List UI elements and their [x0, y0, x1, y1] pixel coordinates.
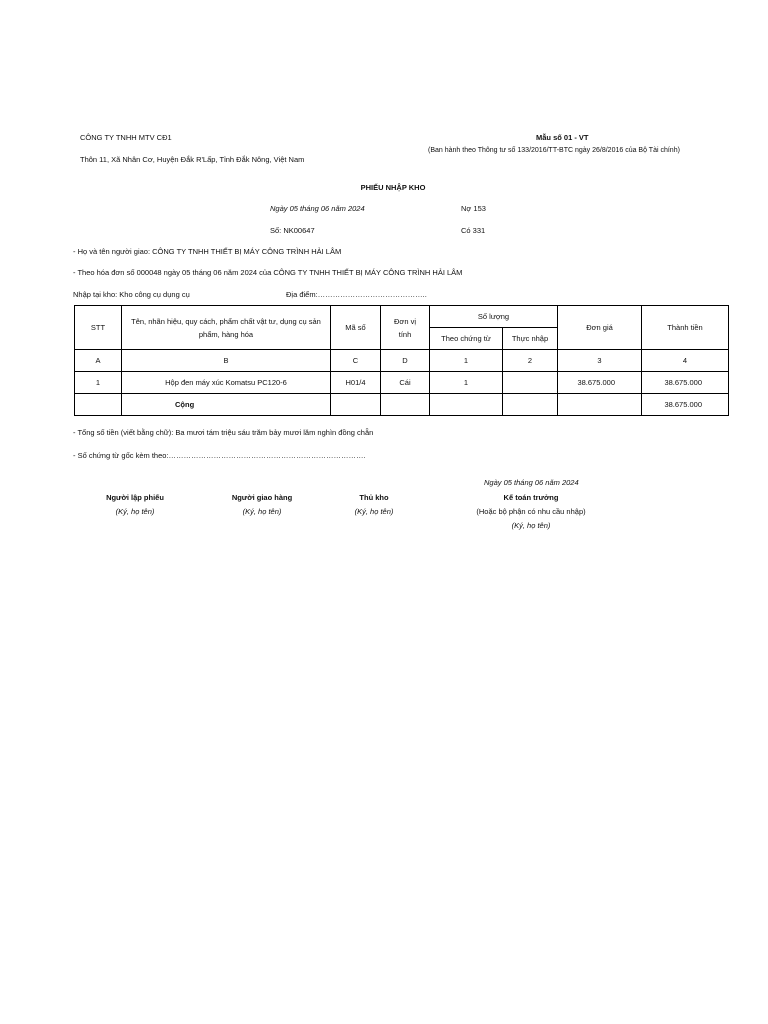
table-index-row — [75, 350, 729, 372]
index-cell: A — [75, 350, 122, 372]
header-quantity: Số lượng — [430, 306, 558, 328]
signature-title: Kế toán trưởng — [503, 493, 559, 502]
signature-title: Người lập phiếu — [106, 493, 164, 502]
location-line: Địa điểm:…………………………………….. — [286, 290, 427, 299]
signature-note: (Ký, họ tên) — [115, 507, 155, 516]
index-cell: D — [381, 350, 430, 372]
signature-deliverer — [207, 491, 317, 519]
header-price: Đơn giá — [558, 306, 642, 350]
index-cell: B — [122, 350, 331, 372]
row-unit: Cái — [381, 372, 430, 394]
signature-note-2: (Ký, họ tên) — [511, 521, 551, 530]
amount-in-words: - Tổng số tiền (viết bằng chữ): Ba mươi tám triệu sáu trăm bảy mươi lăm nghìn đồng chẵn — [73, 428, 374, 437]
form-number: Số: NK00647 — [270, 226, 315, 235]
form-code: Mẫu số 01 - VT — [536, 133, 589, 142]
signature-title: Người giao hàng — [231, 493, 293, 502]
row-qty-actual — [503, 372, 558, 394]
signature-note: (Hoặc bộ phận có nhu cầu nhập) — [476, 507, 586, 516]
row-qty-doc: 1 — [430, 372, 503, 394]
row-stt: 1 — [75, 372, 122, 394]
warehouse-line: Nhập tại kho: Kho công cụ dụng cụ — [73, 290, 190, 299]
page-title: PHIẾU NHẬP KHO — [360, 183, 426, 192]
sign-date: Ngày 05 tháng 06 năm 2024 — [484, 478, 579, 487]
form-regulation: (Ban hành theo Thông tư số 133/2016/TT-BTC ngày 26/8/2016 của Bộ Tài chính) — [428, 147, 680, 154]
deliverer-line: - Họ và tên người giao: CÔNG TY TNHH THIẾT BỊ MÁY CÔNG TRÌNH HẢI LÂM — [73, 247, 342, 256]
table-header-row — [75, 306, 729, 328]
form-date: Ngày 05 tháng 06 năm 2024 — [270, 204, 365, 213]
index-cell: 4 — [642, 350, 729, 372]
row-amount: 38.675.000 — [642, 372, 729, 394]
total-amount: 38.675.000 — [642, 394, 729, 416]
debit-account: Nợ 153 — [461, 204, 486, 213]
header-amount: Thành tiền — [642, 306, 729, 350]
header-name: Tên, nhãn hiệu, quy cách, phẩm chất vật tư, dụng cụ sản phẩm, hàng hóa — [122, 306, 331, 350]
company-name: CÔNG TY TNHH MTV CĐ1 — [80, 133, 172, 142]
index-cell: 2 — [503, 350, 558, 372]
header-unit: Đơn vị tính — [381, 306, 430, 350]
table-row — [75, 372, 729, 394]
total-label: Cộng — [122, 394, 331, 416]
signature-storekeeper — [319, 491, 429, 519]
signature-chief-accountant — [456, 491, 606, 533]
header-code: Mã số — [331, 306, 381, 350]
company-address: Thôn 11, Xã Nhân Cơ, Huyện Đắk R'Lấp, Tỉnh Đắk Nông, Việt Nam — [80, 155, 305, 164]
attachments-line: - Số chứng từ gốc kèm theo:……………………………………………………………………. — [73, 451, 366, 460]
table-total-row — [75, 394, 729, 416]
index-cell: C — [331, 350, 381, 372]
invoice-line: - Theo hóa đơn số 000048 ngày 05 tháng 06 năm 2024 của CÔNG TY TNHH THIẾT BỊ MÁY CÔNG TRÌNH HẢI LÂM — [73, 268, 463, 277]
signature-note: (Ký, họ tên) — [354, 507, 394, 516]
row-price: 38.675.000 — [558, 372, 642, 394]
signature-preparer — [80, 491, 190, 519]
goods-table — [74, 305, 729, 416]
header-qty-doc: Theo chứng từ — [430, 328, 503, 350]
row-name: Hộp đen máy xúc Komatsu PC120-6 — [122, 372, 331, 394]
index-cell: 3 — [558, 350, 642, 372]
index-cell: 1 — [430, 350, 503, 372]
header-qty-actual: Thực nhập — [503, 328, 558, 350]
credit-account: Có 331 — [461, 226, 486, 235]
row-code: H01/4 — [331, 372, 381, 394]
signature-note: (Ký, họ tên) — [242, 507, 282, 516]
signature-title: Thủ kho — [359, 493, 389, 502]
header-stt: STT — [75, 306, 122, 350]
